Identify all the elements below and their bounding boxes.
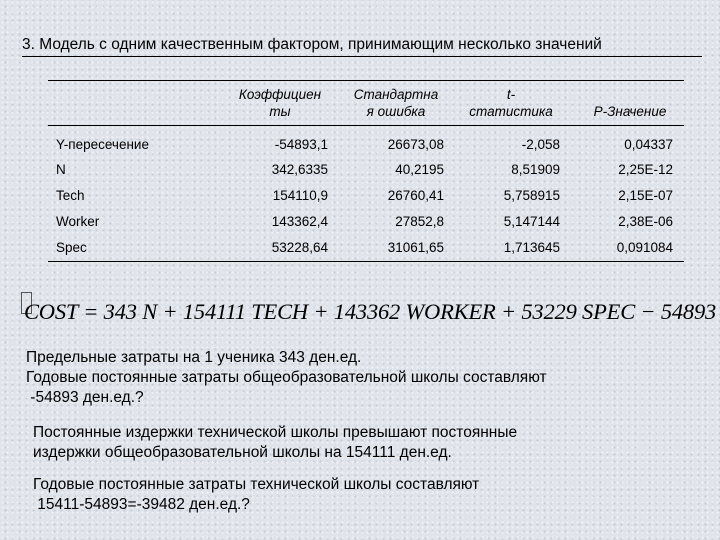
cell-tstat: 5,147144: [503, 214, 560, 229]
paragraph-tech-fixed-costs: [33, 475, 479, 515]
cell-tstat: -2,058: [521, 137, 560, 152]
row-label: Tech: [56, 188, 85, 203]
cell-pvalue: 0,091084: [616, 240, 673, 255]
cell-coef: 53228,64: [271, 240, 328, 255]
table-bottom-rule: [48, 261, 684, 262]
cell-stderr: 26673,08: [387, 137, 444, 152]
header-coefficients: [226, 86, 334, 120]
header-std-error-line2: я ошибка: [366, 104, 426, 119]
cell-stderr: 27852,8: [395, 214, 444, 229]
cell-coef: 143362,4: [271, 214, 328, 229]
cell-stderr: 40,2195: [395, 162, 444, 177]
cell-pvalue: 0,04337: [624, 137, 673, 152]
header-p-value: P-Значение: [593, 104, 667, 119]
header-t-stat-line2: статистика: [469, 104, 553, 119]
cell-tstat: 1,713645: [503, 240, 560, 255]
paragraph-line: -54893 ден.ед.?: [26, 389, 144, 406]
paragraph-tech-school: [33, 423, 517, 463]
row-label: Spec: [56, 240, 87, 255]
regression-equation: COST = 343 N + 154111 TECH + 143362 WORKER + 53229 SPEC − 54893: [24, 299, 717, 324]
paragraph-line: Годовые постоянные затраты технической школы составляют: [33, 476, 480, 493]
cell-coef: -54893,1: [274, 137, 328, 152]
header-std-error: [340, 86, 452, 120]
cell-tstat: 5,758915: [503, 188, 560, 203]
paragraph-marginal-costs: [26, 348, 547, 408]
paragraph-line: издержки общеобразовательной школы на 154111 ден.ед.: [33, 444, 452, 461]
row-label: N: [56, 162, 66, 177]
cell-coef: 154110,9: [272, 188, 328, 203]
table-header-rule: [48, 125, 684, 126]
header-coefficients-line1: Коэффициен: [238, 87, 322, 102]
paragraph-line: 15411-54893=-39482 ден.ед.?: [33, 496, 250, 513]
cell-pvalue: 2,38E-06: [618, 214, 673, 229]
header-t-stat-line1: t-: [506, 87, 516, 102]
header-std-error-line1: Стандартна: [353, 87, 439, 102]
header-coefficients-line2: ты: [269, 104, 291, 119]
paragraph-line: Годовые постоянные затраты общеобразовательной школы составляют: [26, 369, 547, 386]
cell-coef: 342,6335: [271, 162, 328, 177]
table-top-rule: [48, 80, 684, 81]
row-label: Y-пересечение: [56, 137, 149, 152]
cell-pvalue: 2,25E-12: [618, 162, 673, 177]
slide-title: 3. Модель с одним качественным фактором, принимающим несколько значений: [22, 36, 702, 57]
cell-pvalue: 2,15E-07: [618, 188, 673, 203]
header-t-stat: [455, 86, 567, 120]
paragraph-line: Постоянные издержки технической школы превышают постоянные: [33, 424, 518, 441]
cell-stderr: 26760,41: [387, 188, 444, 203]
paragraph-line: Предельные затраты на 1 ученика 343 ден.ед.: [26, 349, 362, 366]
row-label: Worker: [56, 214, 100, 229]
cell-tstat: 8,51909: [511, 162, 560, 177]
cell-stderr: 31061,65: [387, 240, 444, 255]
